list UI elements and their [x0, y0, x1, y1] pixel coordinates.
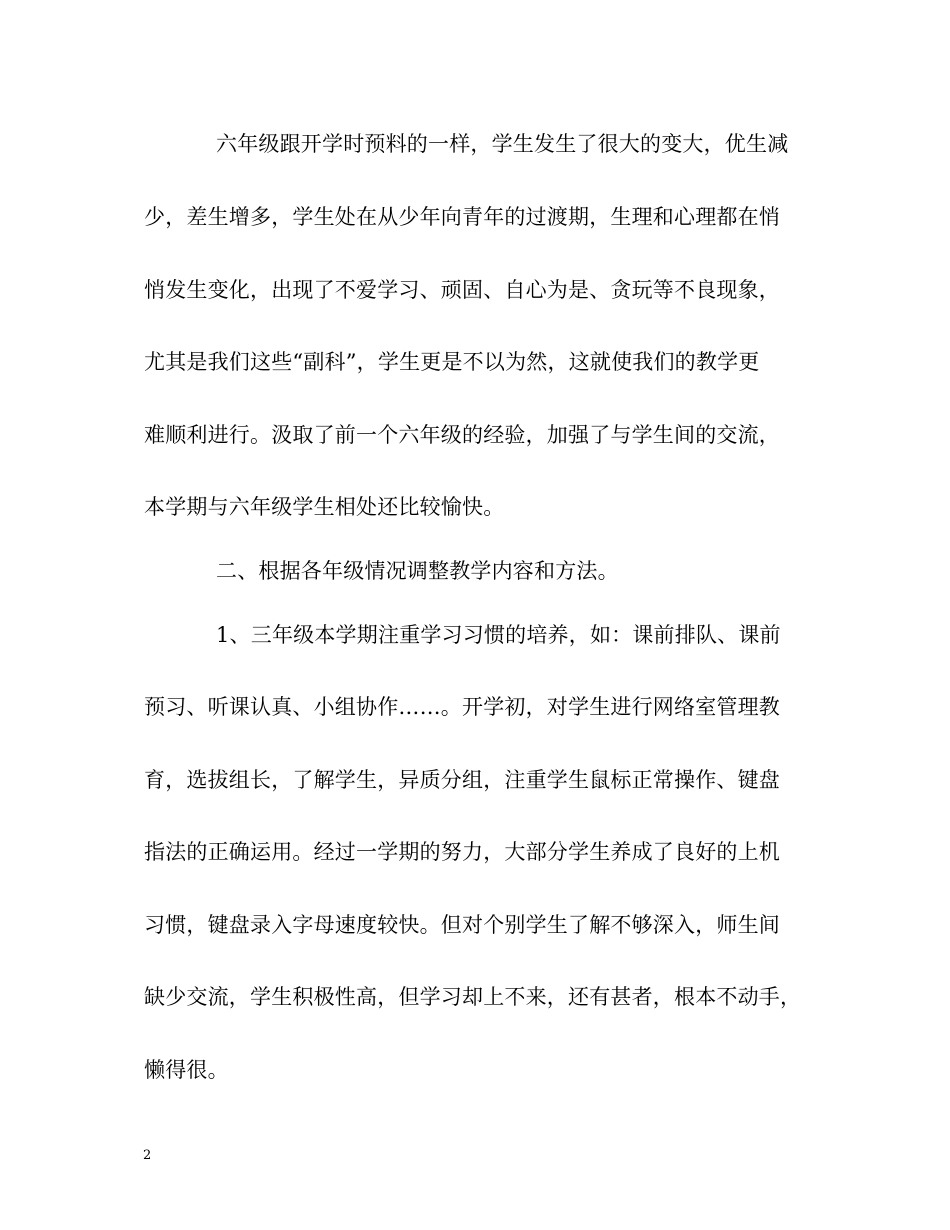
paragraph-3-line-4: 指法的正确运用。经过一学期的努力，大部分学生养成了良好的上机 — [144, 840, 780, 864]
paragraph-3-line-7: 懒得很。 — [144, 1058, 229, 1082]
paragraph-1-line-2: 少，差生增多，学生处在从少年向青年的过渡期，生理和心理都在悄 — [144, 205, 780, 229]
paragraph-3-line-6: 缺少交流，学生积极性高，但学习却上不来，还有甚者，根本不动手， — [144, 985, 802, 1009]
paragraph-1-line-5: 难顺利进行。汲取了前一个六年级的经验，加强了与学生间的交流， — [144, 423, 780, 447]
section-heading: 二、根据各年级情况调整教学内容和方法。 — [216, 559, 619, 583]
page-number: 2 — [143, 1148, 152, 1163]
paragraph-3-line-1: 1、三年级本学期注重学习习惯的培养，如：课前排队、课前 — [216, 623, 781, 647]
paragraph-1-line-4: 尤其是我们这些“副科”，学生更是不以为然，这就使我们的教学更 — [144, 350, 760, 374]
paragraph-1-line-3: 悄发生变化，出现了不爱学习、顽固、自心为是、贪玩等不良现象， — [144, 278, 780, 302]
paragraph-1-line-6: 本学期与六年级学生相处还比较愉快。 — [144, 495, 505, 519]
paragraph-3-line-5: 习惯，键盘录入字母速度较快。但对个别学生了解不够深入，师生间 — [144, 913, 780, 937]
paragraph-3-line-3: 育，选拔组长，了解学生，异质分组，注重学生鼠标正常操作、键盘 — [144, 768, 780, 792]
paragraph-1-line-1: 六年级跟开学时预料的一样，学生发生了很大的变大，优生减 — [216, 132, 789, 156]
paragraph-3-line-2: 预习、听课认真、小组协作……。开学初，对学生进行网络室管理教 — [144, 695, 780, 719]
